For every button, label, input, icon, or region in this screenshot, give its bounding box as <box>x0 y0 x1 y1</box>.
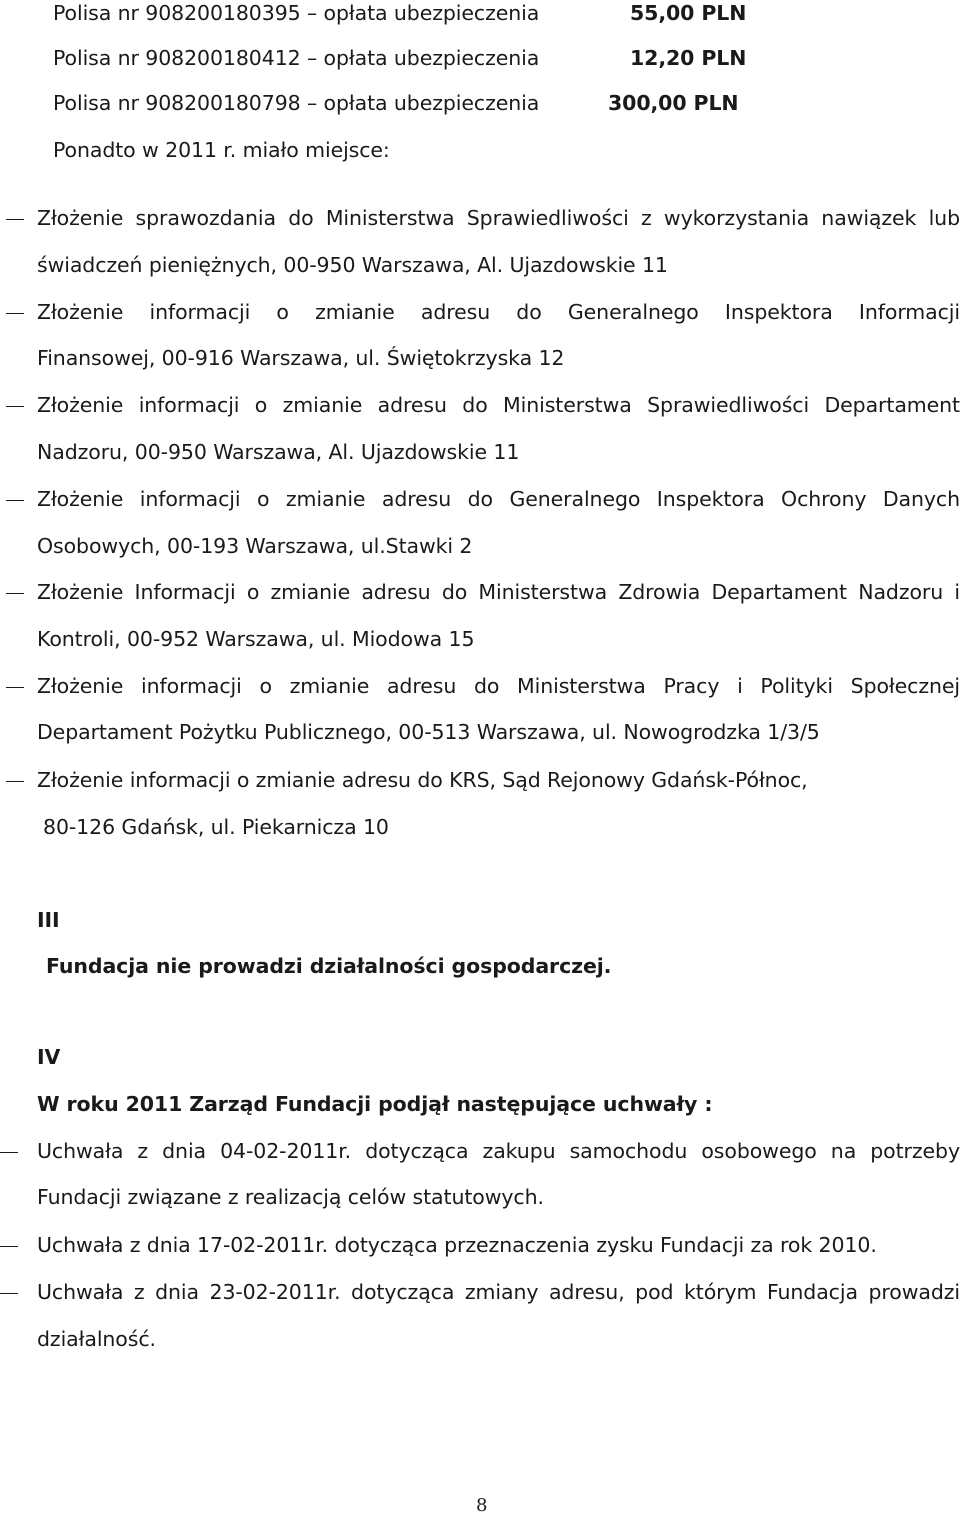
list-dash <box>0 1246 18 1247</box>
event-line: Złożenie Informacji o zmianie adresu do Ministerstwa Zdrowia Departament Nadzoru i <box>37 580 960 604</box>
section-text: Fundacja nie prowadzi działalności gospodarczej. <box>46 954 612 978</box>
list-dash <box>6 219 24 220</box>
list-dash <box>6 500 24 501</box>
resolutions-intro: W roku 2011 Zarząd Fundacji podjął następujące uchwały : <box>37 1092 713 1116</box>
resolution-line: Fundacji związane z realizacją celów statutowych. <box>37 1185 544 1209</box>
event-line: Kontroli, 00-952 Warszawa, ul. Miodowa 15 <box>37 627 475 651</box>
event-line: Finansowej, 00-916 Warszawa, ul. Świętokrzyska 12 <box>37 346 565 370</box>
event-line: Osobowych, 00-193 Warszawa, ul.Stawki 2 <box>37 534 473 558</box>
event-line: Złożenie informacji o zmianie adresu do Generalnego Inspektora Informacji <box>37 300 960 324</box>
event-line: Złożenie informacji o zmianie adresu do Generalnego Inspektora Ochrony Danych <box>37 487 960 511</box>
policy-amount: 300,00 PLN <box>608 91 739 115</box>
list-dash <box>6 781 24 782</box>
policy-amount: 55,00 PLN <box>630 1 747 25</box>
event-line: Nadzoru, 00-950 Warszawa, Al. Ujazdowskie 11 <box>37 440 520 464</box>
resolution-line: działalność. <box>37 1327 156 1351</box>
resolution-line: Uchwała z dnia 17-02-2011r. dotycząca przeznaczenia zysku Fundacji za rok 2010. <box>37 1233 877 1257</box>
event-line: Departament Pożytku Publicznego, 00-513 Warszawa, ul. Nowogrodzka 1/3/5 <box>37 720 820 744</box>
policy-amount: 12,20 PLN <box>630 46 747 70</box>
event-line: Złożenie informacji o zmianie adresu do Ministerstwa Sprawiedliwości Departament <box>37 393 960 417</box>
policy-label: Polisa nr 908200180412 – opłata ubezpieczenia <box>53 46 540 70</box>
events-intro: Ponadto w 2011 r. miało miejsce: <box>53 138 390 162</box>
list-dash <box>6 593 24 594</box>
event-line: Złożenie sprawozdania do Ministerstwa Sprawiedliwości z wykorzystania nawiązek lub <box>37 206 960 230</box>
event-line: świadczeń pieniężnych, 00-950 Warszawa, Al. Ujazdowskie 11 <box>37 253 668 277</box>
list-dash <box>6 313 24 314</box>
section-heading: IV <box>37 1045 61 1069</box>
policy-label: Polisa nr 908200180798 – opłata ubezpieczenia <box>53 91 540 115</box>
section-heading: III <box>37 908 60 932</box>
list-dash <box>6 406 24 407</box>
event-line: 80-126 Gdańsk, ul. Piekarnicza 10 <box>43 815 389 839</box>
list-dash <box>0 1152 18 1153</box>
list-dash <box>6 687 24 688</box>
event-line: Złożenie informacji o zmianie adresu do KRS, Sąd Rejonowy Gdańsk-Północ, <box>37 768 808 792</box>
event-line: Złożenie informacji o zmianie adresu do Ministerstwa Pracy i Polityki Społecznej <box>37 674 960 698</box>
page-number: 8 <box>476 1495 488 1516</box>
list-dash <box>0 1293 18 1294</box>
resolution-line: Uchwała z dnia 23-02-2011r. dotycząca zmiany adresu, pod którym Fundacja prowadzi <box>37 1280 960 1304</box>
policy-label: Polisa nr 908200180395 – opłata ubezpieczenia <box>53 1 540 25</box>
resolution-line: Uchwała z dnia 04-02-2011r. dotycząca zakupu samochodu osobowego na potrzeby <box>37 1139 960 1163</box>
